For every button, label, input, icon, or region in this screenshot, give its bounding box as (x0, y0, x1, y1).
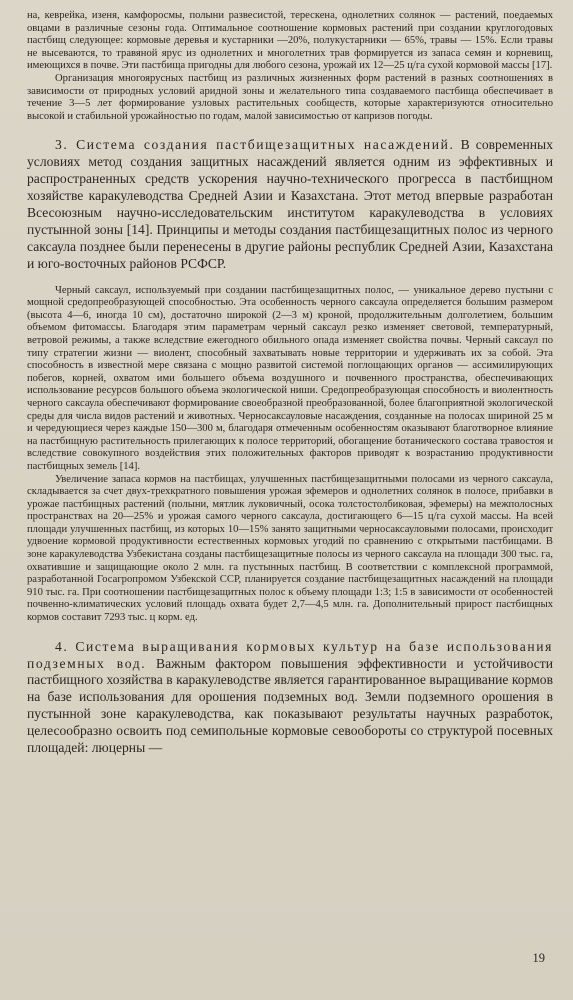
section-3-text: В современных условиях метод создания защитных насаждений является одним из эффективных и распространенных средств ускорения научно-технического прогресса в пастбищном хозяйстве каракулеводства Средней Азии и Казахстана. Этот метод впервые разработан Всесоюзным научно-исследовательским институтом каракулеводства в условиях пустынной зоны [14]. Принципы и методы создания пастбищезащитных полос из черного саксаула позднее были перенесены в другие районы республик Средней Азии, Казахстана и юго-восточных районов РСФСР. (27, 137, 553, 271)
section-3-paragraph (27, 137, 553, 272)
saxaul-paragraph: Черный саксаул, используемый при создании пастбищезащитных полос, — уникальное дерево пустыни с мощной средопреобразующей способностью. Эта особенность черного саксаула определяется большим размером (высота 4—6, иногда 10 см), достаточно широкой (2—3 м) кроной, продолжительным долголетием, большим объемом фитомассы. Благодаря этим параметрам черный саксаул резко изменяет световой, температурный, ветровой режимы, а также вследствие ежегодного обильного опада изменяет свойства почвы. Черный саксаул по типу стратегии жизни — виолент, способный захватывать новые территории и удерживать их за собой. Эта способность в известной мере связана с мощно развитой системой поглощающих органов — ассимилирующих побегов, корней, охватом ими большего объема воздушного и почвенного пространства, обеспечивающих использование ресурсов большого объема экологической ниши. Средопреобразующая способность и виолентность черного саксаула обеспечивают формирование своеобразной преобразованной, более благоприятной экологической среды для числа видов растений и животных. Черносаксауловые насаждения, созданные на полосах шириной 25 м и чередующиеся через каждые 150—300 м, благодаря отмеченным особенностям оказывают благотворное влияние на пастбищную растительность прилегающих к полосе территорий, обогащение ботанического состава травостоя и вследствие совокупного воздействия этих положительных факторов приводят к возрастанию продуктивности пастбищных земель [14]. (27, 284, 553, 472)
reserve-paragraph: Увеличение запаса кормов на пастбищах, улучшенных пастбищезащитными полосами из черного саксаула, складывается за счет двух-трехкратного повышения урожая эфемеров и однолетних солянок в полосе, прибавки в урожае пастбищных растений (полыни, мятлик луковичный, осока толстостолбиковая, эфемеры) на межполосных пространствах на 20—25% и урожая самого черного саксаула, достигающего 6—15 ц/га сухой массы. На всей площади улучшенных пастбищ, из которых 10—15% занято защитными черносаксауловыми полосами, происходит удвоение кормовой продуктивности естественных кормовых угодий по сравнению с открытыми пастбищами. В зоне каракулеводства Узбекистана созданы пастбищезащитные полосы из черного саксаула на площади 300 тыс. га, охватившие и защищающие около 2 млн. га пустынных пастбищ. В соответствии с комплексной программой, разработанной Госагропромом Узбекской ССР, планируется создание пастбищезащитных насаждений на площади 910 тыс. га. При соотношении пастбищезащитных полос к объему площади 1:3; 1:5 в зависимости от особенностей почвенно-климатических условий площадь охвата будет 2,7—4,5 млн. га. Дополнительный прирост пастбищных кормов составит 7293 тыс. ц корм. ед. (27, 473, 553, 624)
section-4-text: Важным фактором повышения эффективности и устойчивости пастбищного хозяйства в каракулеводстве является гарантированное выращивание кормов на базе использования для орошения подземных вод. Земли подземного орошения в пустынной зоне каракулеводства, как показывают результаты научных разработок, целесообразно освоить под семипольные кормовые севообороты со структурой посевных площадей: люцерны — (27, 655, 553, 756)
page-number: 19 (532, 951, 545, 965)
intro-paragraph: на, кеврейка, изеня, камфоросмы, полыни развесистой, терескена, однолетних солянок — растений, поедаемых овцами в различные сезоны года. Оптимальное соотношение кормовых растений при создании круглогодовых пастбищ следующее: кормовые деревья и кустарники —20%, полукустарники — 65%, травы — 15%. Если травы не высеваются, то травяной ярус из однолетних и многолетних трав формируется из запаса семян и корневищ, имеющихся в почве. Эти пастбища пригодны для любого сезона, урожай их 12—25 ц/га сухой кормовой массы [17]. (27, 10, 553, 72)
section-4-heading: 4. Система выращивания кормовых культур на базе использования подземных вод. (27, 638, 553, 671)
section-3-heading: 3. Система создания пастбищезащитных насаждений. (55, 137, 455, 153)
organization-paragraph: Организация многоярусных пастбищ из различных жизненных форм растений в разных соотношениях в зависимости от природных условий аридной зоны и желательного типа создаваемого пастбища обеспечивает в течение 3—5 лет формирование узловых растительных сообществ, которые характеризуются относительно высокой и стабильной урожайностью по годам, малой зависимостью от капризов погоды. (27, 72, 553, 122)
section-4-paragraph (27, 639, 553, 757)
